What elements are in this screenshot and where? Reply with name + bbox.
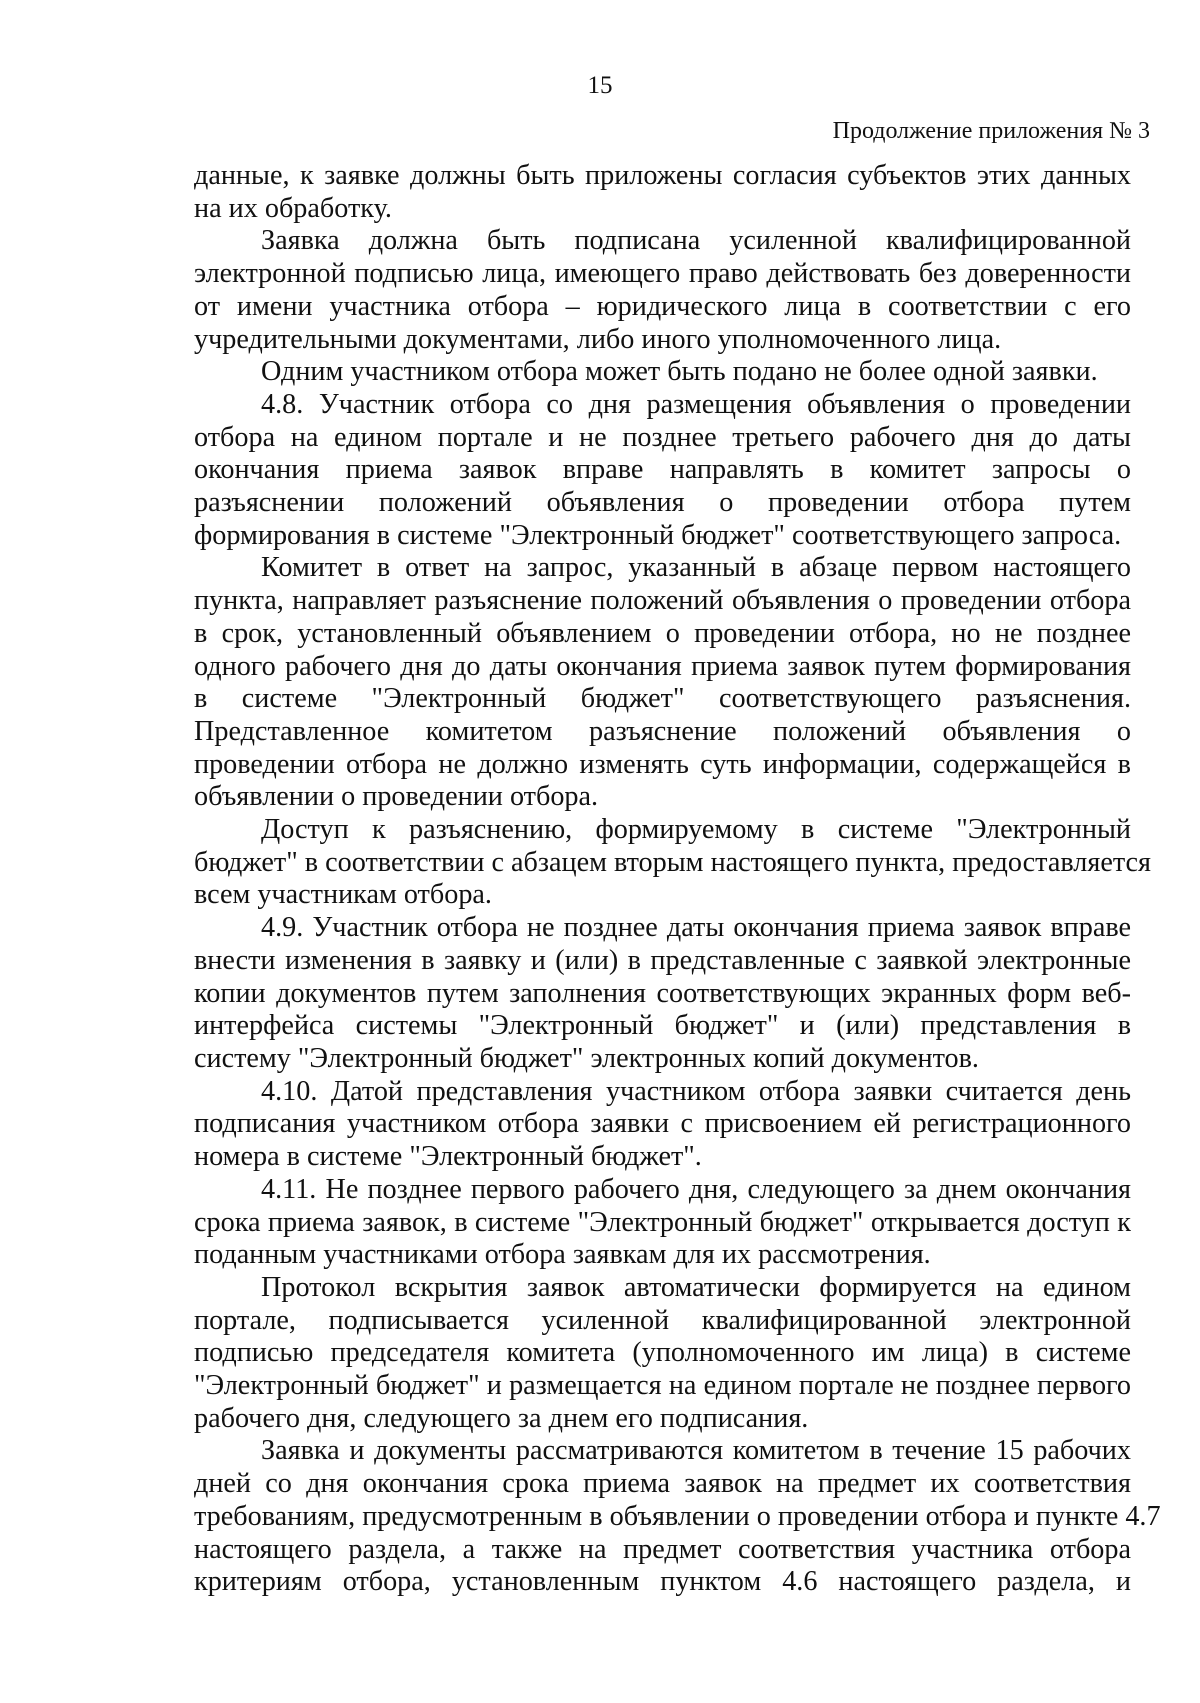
text-line: 4.8. Участник отбора со дня размещения объявления о проведении xyxy=(261,388,1131,420)
paragraph xyxy=(194,1174,1131,1272)
paragraph xyxy=(194,225,1131,356)
text-line: разъяснении положений объявления о проведении отбора путем xyxy=(194,487,1131,519)
text-line: внести изменения в заявку и (или) в представленные с заявкой электронные xyxy=(194,944,1131,976)
text-line: срока приема заявок, в системе "Электронный бюджет" открывается доступ к xyxy=(194,1206,1131,1238)
text-line: Заявка должна быть подписана усиленной квалифицированной xyxy=(261,225,1131,257)
text-line: критериям отбора, установленным пунктом 4.6 настоящего раздела, и xyxy=(194,1566,1131,1598)
text-line: поданным участниками отбора заявкам для их рассмотрения. xyxy=(194,1239,931,1271)
text-line: от имени участника отбора – юридического лица в соответствии с его xyxy=(194,290,1131,322)
text-line: на их обработку. xyxy=(194,192,392,224)
text-line: Представленное комитетом разъяснение положений объявления о xyxy=(194,715,1131,747)
text-line: учредительными документами, либо иного уполномоченного лица. xyxy=(194,323,1002,355)
text-line: портале, подписывается усиленной квалифицированной электронной xyxy=(194,1304,1131,1336)
text-line: 4.10. Датой представления участником отбора заявки считается день xyxy=(261,1075,1131,1107)
text-line: отбора на едином портале и не позднее третьего рабочего дня до даты xyxy=(194,421,1131,453)
text-line: номера в системе "Электронный бюджет". xyxy=(194,1141,702,1173)
text-line: данные, к заявке должны быть приложены согласия субъектов этих данных xyxy=(194,160,1131,191)
text-line: дней со дня окончания срока приема заявок на предмет их соответствия xyxy=(194,1468,1131,1500)
text-line: Доступ к разъяснению, формируемому в системе "Электронный xyxy=(261,814,1131,846)
paragraph xyxy=(194,552,1131,814)
page-number: 15 xyxy=(587,72,613,99)
text-line: требованиям, предусмотренным в объявлении о проведении отбора и пункте 4.7 xyxy=(194,1500,1161,1532)
text-line: объявлении о проведении отбора. xyxy=(194,781,599,813)
text-line: Одним участником отбора может быть подано не более одной заявки. xyxy=(261,356,1098,388)
text-line: одного рабочего дня до даты окончания приема заявок путем формирования xyxy=(194,650,1131,682)
text-line: копии документов путем заполнения соответствующих экранных форм веб- xyxy=(194,977,1131,1009)
text-line: настоящего раздела, а также на предмет соответствия участника отбора xyxy=(194,1533,1131,1565)
document-body xyxy=(194,160,1161,1599)
text-line: бюджет" в соответствии с абзацем вторым настоящего пункта, предоставляется xyxy=(194,846,1151,878)
text-line: окончания приема заявок вправе направлять в комитет запросы о xyxy=(194,454,1131,486)
text-line: Заявка и документы рассматриваются комитетом в течение 15 рабочих xyxy=(261,1435,1131,1467)
text-line: Протокол вскрытия заявок автоматически формируется на едином xyxy=(261,1271,1131,1303)
text-line: 4.11. Не позднее первого рабочего дня, следующего за днем окончания xyxy=(261,1173,1131,1205)
text-line: формирования в системе "Электронный бюджет" соответствующего запроса. xyxy=(194,519,1122,551)
paragraph xyxy=(194,1076,1131,1174)
text-line: пункта, направляет разъяснение положений объявления о проведении отбора xyxy=(194,585,1131,617)
text-line: "Электронный бюджет" и размещается на едином портале не позднее первого xyxy=(194,1370,1131,1402)
paragraph xyxy=(194,389,1131,553)
text-line: в срок, установленный объявлением о проведении отбора, но не позднее xyxy=(194,617,1131,649)
text-line: подписью председателя комитета (уполномоченного им лица) в системе xyxy=(194,1337,1131,1369)
text-line: проведении отбора не должно изменять суть информации, содержащейся в xyxy=(194,748,1131,780)
text-line: рабочего дня, следующего за днем его подписания. xyxy=(194,1402,809,1434)
paragraph xyxy=(194,814,1151,912)
paragraph xyxy=(194,160,1131,225)
text-line: в системе "Электронный бюджет" соответствующего разъяснения. xyxy=(194,683,1131,715)
text-line: всем участникам отбора. xyxy=(194,879,492,911)
appendix-continuation-note: Продолжение приложения № 3 xyxy=(832,118,1150,144)
paragraph xyxy=(194,912,1131,1076)
text-line: систему "Электронный бюджет" электронных копий документов. xyxy=(194,1042,979,1074)
paragraph xyxy=(194,356,1131,389)
text-line: интерфейса системы "Электронный бюджет" и (или) представления в xyxy=(194,1010,1131,1042)
text-line: подписания участником отбора заявки с присвоением ей регистрационного xyxy=(194,1108,1131,1140)
paragraph xyxy=(194,1435,1161,1599)
paragraph xyxy=(194,1272,1131,1436)
text-line: 4.9. Участник отбора не позднее даты окончания приема заявок вправе xyxy=(261,912,1131,944)
text-line: электронной подписью лица, имеющего право действовать без доверенности xyxy=(194,258,1131,290)
text-line: Комитет в ответ на запрос, указанный в абзаце первом настоящего xyxy=(261,552,1131,584)
